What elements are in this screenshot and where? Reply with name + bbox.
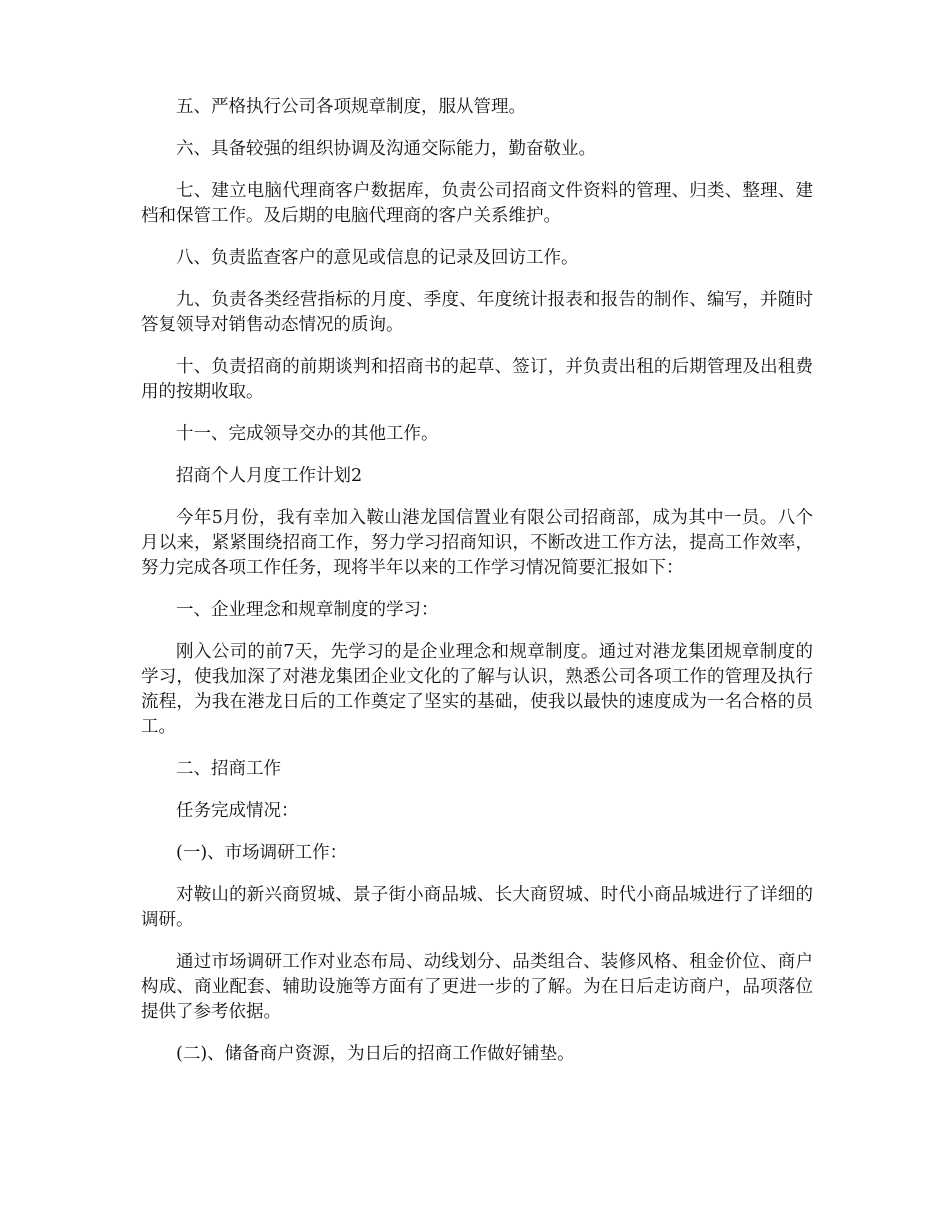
paragraph-rule-11: 十一、完成领导交办的其他工作。 [176, 424, 439, 444]
paragraph-rule-8: 八、负责监查客户的意见或信息的记录及回访工作。 [176, 248, 579, 268]
paragraph-intro: 今年5月份，我有幸加入鞍山港龙国信置业有限公司招商部，成为其中一员。八个月以来，紧紧围绕招商工作，努力学习招商知识，不断改进工作方法，提高工作效率，努力完成各项工作任务，现将半年以来的工作学习情况简要汇报如下： [141, 508, 813, 578]
heading-merchant-resources: (二)、储备商户资源，为日后的招商工作做好铺垫。 [176, 1044, 575, 1064]
heading-market-research: (一)、市场调研工作： [176, 843, 348, 863]
heading-part-1: 一、企业理念和规章制度的学习： [176, 600, 439, 620]
heading-part-2: 二、招商工作 [176, 759, 281, 779]
document-body [141, 95, 813, 1067]
section-title: 招商个人月度工作计划2 [176, 466, 363, 486]
paragraph-part-1: 刚入公司的前7天，先学习的是企业理念和规章制度。通过对港龙集团规章制度的学习，使我加深了对港龙集团企业文化的了解与认识，熟悉公司各项工作的管理及执行流程，为我在港龙日后的工作奠定了坚实的基础，使我以最快的速度成为一名合格的员工。 [141, 642, 813, 737]
paragraph-rule-10: 十、负责招商的前期谈判和招商书的起草、签订，并负责出租的后期管理及出租费用的按期收取。 [141, 357, 813, 402]
paragraph-rule-7: 七、建立电脑代理商客户数据库，负责公司招商文件资料的管理、归类、整理、建档和保管工作。及后期的电脑代理商的客户关系维护。 [141, 181, 813, 226]
paragraph-rule-9: 九、负责各类经营指标的月度、季度、年度统计报表和报告的制作、编写，并随时答复领导对销售动态情况的质询。 [141, 290, 813, 335]
paragraph-market-research: 对鞍山的新兴商贸城、景子街小商品城、长大商贸城、时代小商品城进行了详细的调研。 [141, 885, 813, 930]
paragraph-research-results: 通过市场调研工作对业态布局、动线划分、品类组合、装修风格、租金价位、商户构成、商业配套、辅助设施等方面有了更进一步的了解。为在日后走访商户，品项落位提供了参考依据。 [141, 952, 813, 1022]
heading-task-status: 任务完成情况： [176, 801, 299, 821]
paragraph-rule-5: 五、严格执行公司各项规章制度，服从管理。 [176, 97, 526, 117]
paragraph-rule-6: 六、具备较强的组织协调及沟通交际能力，勤奋敬业。 [176, 139, 596, 159]
